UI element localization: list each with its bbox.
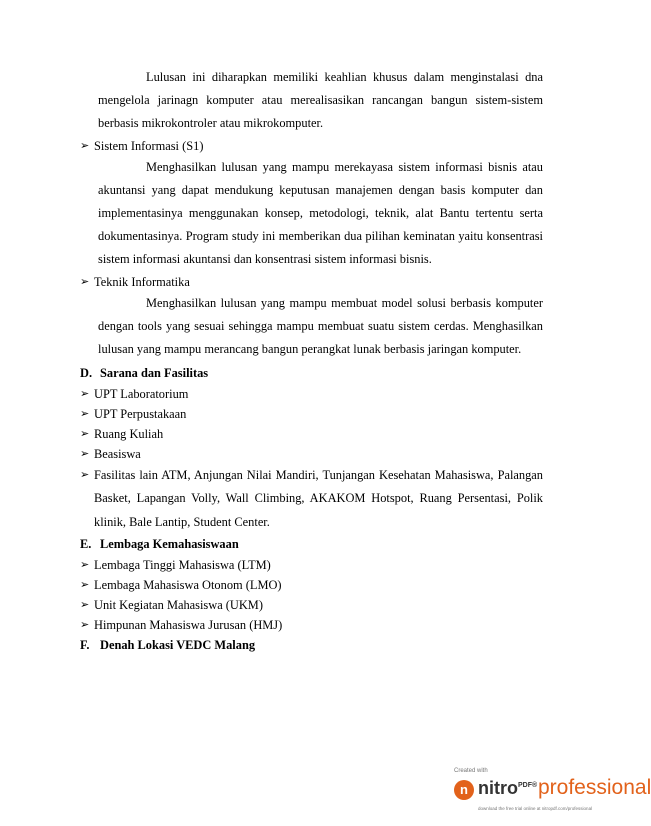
watermark-brand: nitro$^{PDF®}$ [478,778,538,798]
watermark-created-with: Created with [454,768,488,774]
watermark-tagline: download the free trial online at nitropdf.com/professional [478,806,593,811]
arrow-bullet-icon: ➢ [80,275,90,288]
program-description: Menghasilkan lulusan yang mampu merekayasa sistem informasi bisnis atau akuntansi yang dapat mendukung keputusan manajemen dengan basis komputer dan implementasinya menggunakan konsep, metodologi, teknik, alat Bantu tertentu serta dokumentasinya. Program study ini memberikan dua pilihan keminatan yaitu konsentrasi sistem informasi akuntansi dan konsentrasi sistem informasi bisnis. [98,159,543,267]
section-number: D. [80,366,93,381]
program-item-teknik-informatika [80,272,543,292]
section-heading-e [80,534,543,555]
section-title: Sarana dan Fasilitas [100,366,209,381]
arrow-bullet-icon: ➢ [80,598,90,611]
program-title: Sistem Informasi (S1) [94,138,204,153]
program-description: Menghasilkan lulusan yang mampu membuat model solusi berbasis komputer dengan tools yang sesuai sehingga mampu membuat suatu sistem cerdas. Menghasilkan lulusan yang mampu merancang bangun perangkat lunak berbasis jaringan komputer. [98,295,543,357]
arrow-bullet-icon: ➢ [80,578,90,591]
list-item: ➢ UPT Laboratorium [80,384,543,404]
watermark-edition: professional [538,776,651,799]
arrow-bullet-icon: ➢ [80,139,90,152]
list-item: ➢ Unit Kegiatan Mahasiswa (UKM) [80,595,543,615]
list-item: ➢ UPT Perpustakaan [80,404,543,424]
list-item: ➢ Lembaga Mahasiswa Otonom (LMO) [80,575,543,595]
intro-paragraph: Lulusan ini diharapkan memiliki keahlian khusus dalam menginstalasi dna mengelola jarinagn komputer atau merealisasikan rancangan bangun sistem-sistem berbasis mikrokontroler atau mikrokomputer. [98,70,543,131]
nitro-watermark [454,768,651,824]
list-item: ➢ Himpunan Mahasiswa Jurusan (HMJ) [80,615,543,635]
page-content [80,66,543,656]
list-item: ➢ Lembaga Tinggi Mahasiswa (LTM) [80,555,543,575]
arrow-bullet-icon: ➢ [80,408,90,421]
arrow-bullet-icon: ➢ [80,388,90,401]
section-number: F. [80,637,90,652]
list-item: ➢ Ruang Kuliah [80,424,543,444]
list-item: ➢ Beasiswa [80,444,543,464]
arrow-bullet-icon: ➢ [80,448,90,461]
section-title: Denah Lokasi VEDC Malang [100,637,256,652]
arrow-bullet-icon: ➢ [80,618,90,631]
arrow-bullet-icon: ➢ [80,558,90,571]
section-title: Lembaga Kemahasiswaan [100,536,239,551]
arrow-bullet-icon: ➢ [80,469,90,482]
list-item: ➢ Fasilitas lain ATM, Anjungan Nilai Mandiri, Tunjangan Kesehatan Mahasiswa, Palangan Basket, Lapangan Volly, Wall Climbing, AKAKOM Hotspot, Ruang Persentasi, Polik klinik, Bale Lantip, Student Center. [80,464,543,534]
program-title: Teknik Informatika [94,274,190,289]
section-heading-f [80,635,543,656]
section-number: E. [80,536,92,551]
arrow-bullet-icon: ➢ [80,428,90,441]
program-item-sistem-informasi [80,136,543,156]
section-heading-d [80,363,543,384]
nitro-logo-icon: n [454,780,474,800]
